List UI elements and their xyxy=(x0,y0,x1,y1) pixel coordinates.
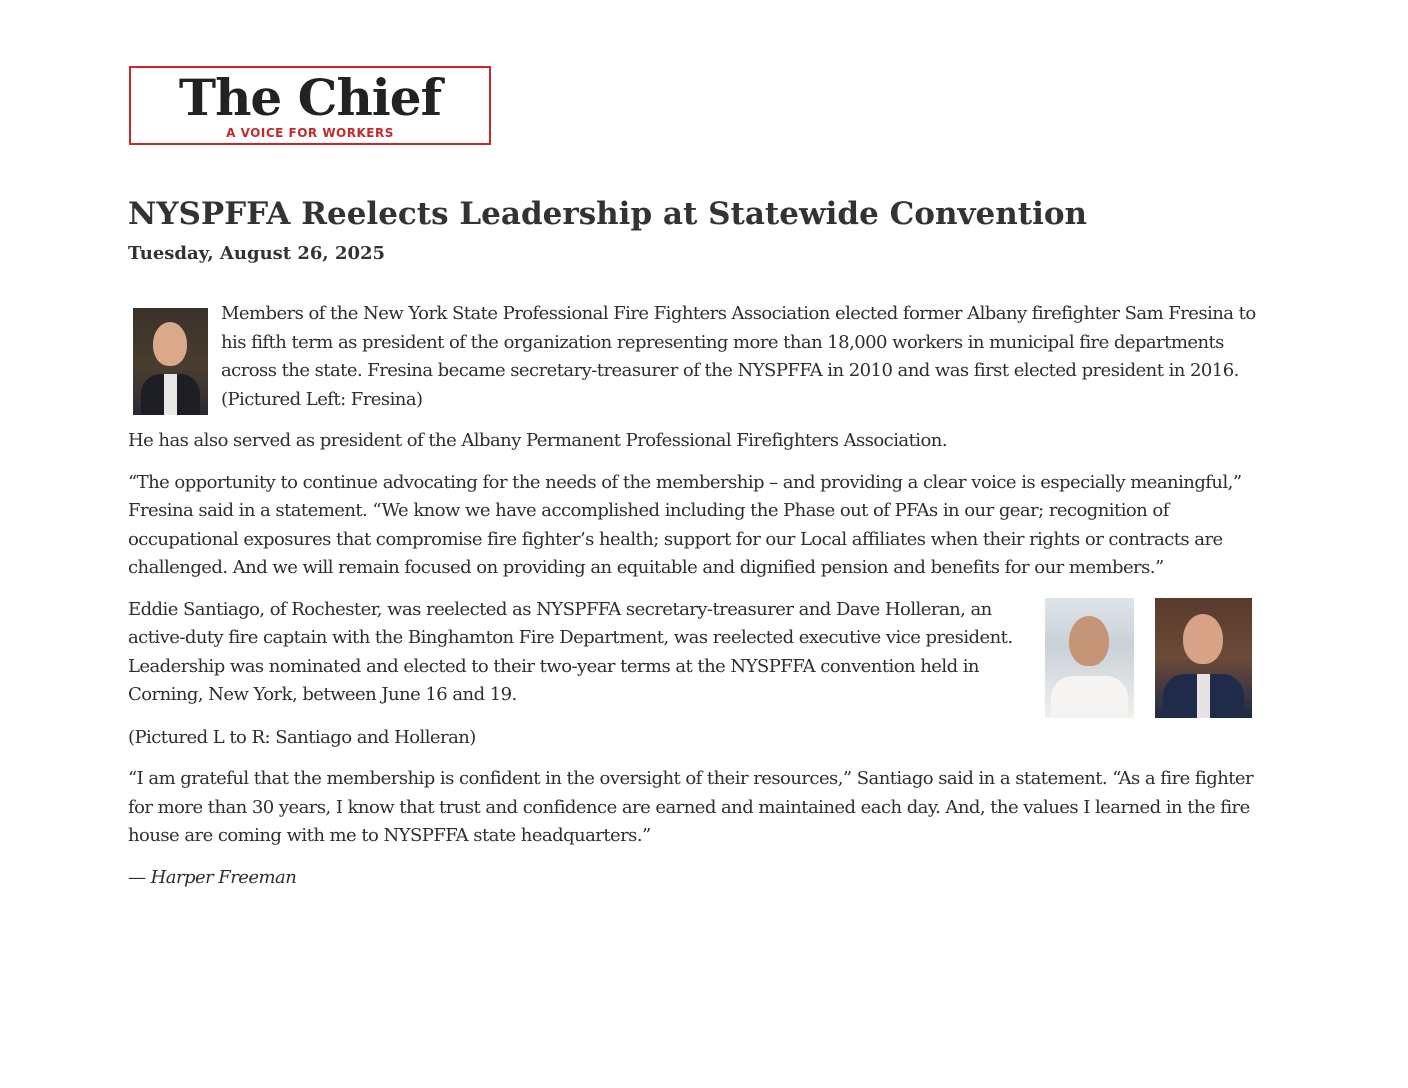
paragraph-2: He has also served as president of the Albany Permanent Professional Firefighters Association. xyxy=(128,430,947,451)
masthead-logo xyxy=(129,66,491,145)
holleran-photo xyxy=(1155,598,1252,718)
article-byline: — Harper Freeman xyxy=(128,866,297,888)
santiago-photo xyxy=(1045,598,1134,718)
paragraph-4: Eddie Santiago, of Rochester, was reelected as NYSPFFA secretary-treasurer and Dave Holleran, an active-duty fire captain with the Binghamton Fire Department, was reelected executive vice president. Leadership was nominated and elected to their two-year terms at the NYSPFFA convention held in Corning, New York, between June 16 and 19. xyxy=(128,598,1013,705)
santiago-holleran-photos xyxy=(1045,598,1252,718)
masthead-tagline: A VOICE FOR WORKERS xyxy=(226,126,394,140)
paragraph-3: “The opportunity to continue advocating for the needs of the membership – and providing a clear voice is especially meaningful,” Fresina said in a statement. “We know we have accomplished including the Phase out of PFAs in our gear; recognition of occupational exposures that compromise fire fighter’s health; support for our Local affiliates when their rights or contracts are challenged. And we will remain focused on providing an equitable and dignified pension and benefits for our members.” xyxy=(128,471,1242,578)
paragraph-1: Members of the New York State Professional Fire Fighters Association elected former Albany firefighter Sam Fresina to his fifth term as president of the organization representing more than 18,000 workers in municipal fire departments across the state. Fresina became secretary-treasurer of the NYSPFFA in 2010 and was first elected president in 2016. (Pictured Left: Fresina) xyxy=(221,303,1256,410)
paragraph-5: “I am grateful that the membership is confident in the oversight of their resources,” Santiago said in a statement. “As a fire fighter for more than 30 years, I know that trust and confidence are earned and maintained each day. And, the values I learned in the fire house are coming with me to NYSPFFA state headquarters.” xyxy=(128,768,1254,846)
photo-caption: (Pictured L to R: Santiago and Holleran) xyxy=(128,726,476,748)
article-headline: NYSPFFA Reelects Leadership at Statewide Convention xyxy=(128,196,1088,232)
fresina-photo xyxy=(133,308,208,415)
article-body xyxy=(128,300,1276,905)
article-date: Tuesday, August 26, 2025 xyxy=(128,243,386,264)
masthead-name: The Chief xyxy=(178,68,442,127)
